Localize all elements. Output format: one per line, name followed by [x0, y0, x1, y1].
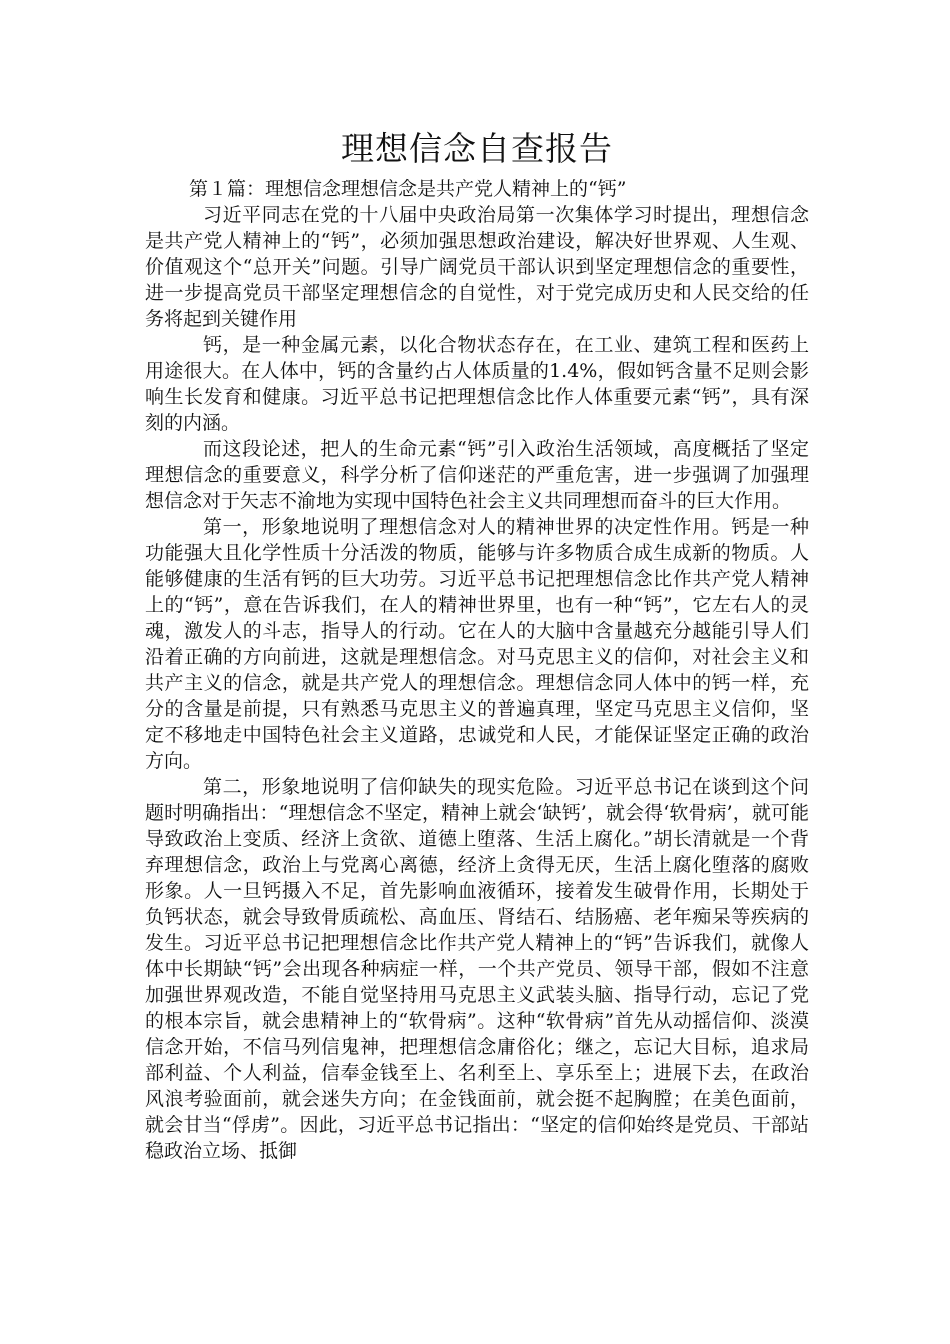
document-title: 理想信念自查报告 [341, 129, 613, 168]
paragraph-intro: 习近平同志在党的十八届中央政治局第一次集体学习时提出，理想信念是共产党人精神上的“钙”，必须加强思想政治建设，解决好世界观、人生观、价值观这个“总开关”问题。引导广阔党员干部认识到坚定理想信念的重要性，进一步提高党员干部坚定理想信念的自觉性，对于党完成历史和人民交给的任务将起到关键作用 [145, 204, 809, 330]
document-body [145, 128, 809, 1164]
article-heading: 第１篇：理想信念理想信念是共产党人精神上的“钙” [189, 178, 627, 200]
paragraph-first-point: 第一，形象地说明了理想信念对人的精神世界的决定性作用。钙是一种功能强大且化学性质十分活泼的物质，能够与许多物质合成生成新的物质。人能够健康的生活有钙的巨大功劳。习近平总书记把理想信念比作共产党人精神上的“钙”，意在告诉我们，在人的精神世界里，也有一种“钙”，它左右人的灵魂，激发人的斗志，指导人的行动。它在人的大脑中含量越充分越能引导人们沿着正确的方向前进，这就是理想信念。对马克思主义的信仰，对社会主义和共产主义的信念，就是共产党人的理想信念。理想信念同人体中的钙一样，充分的含量是前提，只有熟悉马克思主义的普遍真理，坚定马克思主义信仰，坚定不移地走中国特色社会主义道路，忠诚党和人民，才能保证坚定正确的政治方向。 [145, 516, 809, 772]
paragraph-calcium: 钙，是一种金属元素，以化合物状态存在，在工业、建筑工程和医药上用途很大。在人体中，钙的含量约占人体质量的1.4%，假如钙含量不足则会影响生长发育和健康。习近平总书记把理想信念比作人体重要元素“钙”，具有深刻的内涵。 [145, 334, 809, 434]
paragraph-second-point: 第二，形象地说明了信仰缺失的现实危险。习近平总书记在谈到这个问题时明确指出：“理想信念不坚定，精神上就会‘缺钙’，就会得‘软骨病’，就可能导致政治上变质、经济上贪欲、道德上堕落、生活上腐化。”胡长清就是一个背弃理想信念，政治上与党离心离德，经济上贪得无厌，生活上腐化堕落的腐败形象。人一旦钙摄入不足，首先影响血液循环，接着发生破骨作用，长期处于负钙状态，就会导致骨质疏松、高血压、肾结石、结肠癌、老年痴呆等疾病的发生。习近平总书记把理想信念比作共产党人精神上的“钙”告诉我们，就像人体中长期缺“钙”会出现各种病症一样，一个共产党员、领导干部，假如不注意加强世界观改造，不能自觉坚持用马克思主义武装头脑、指导行动，忘记了党的根本宗旨，就会患精神上的“软骨病”。这种“软骨病”首先从动摇信仰、淡漠信念开始，不信马列信鬼神，把理想信念庸俗化；继之，忘记大目标，追求局部利益、个人利益，信奉金钱至上、名利至上、享乐至上；进展下去，在政治风浪考验面前，就会迷失方向；在金钱面前，就会挺不起胸膛；在美色面前，就会甘当“俘虏”。因此，习近平总书记指出：“坚定的信仰始终是党员、干部站稳政治立场、抵御 [145, 776, 809, 1162]
paragraph-summary: 而这段论述，把人的生命元素“钙”引入政治生活领域，高度概括了坚定理想信念的重要意义，科学分析了信仰迷茫的严重危害，进一步强调了加强理想信念对于矢志不渝地为实现中国特色社会主义共同理想而奋斗的巨大作用。 [145, 438, 809, 512]
